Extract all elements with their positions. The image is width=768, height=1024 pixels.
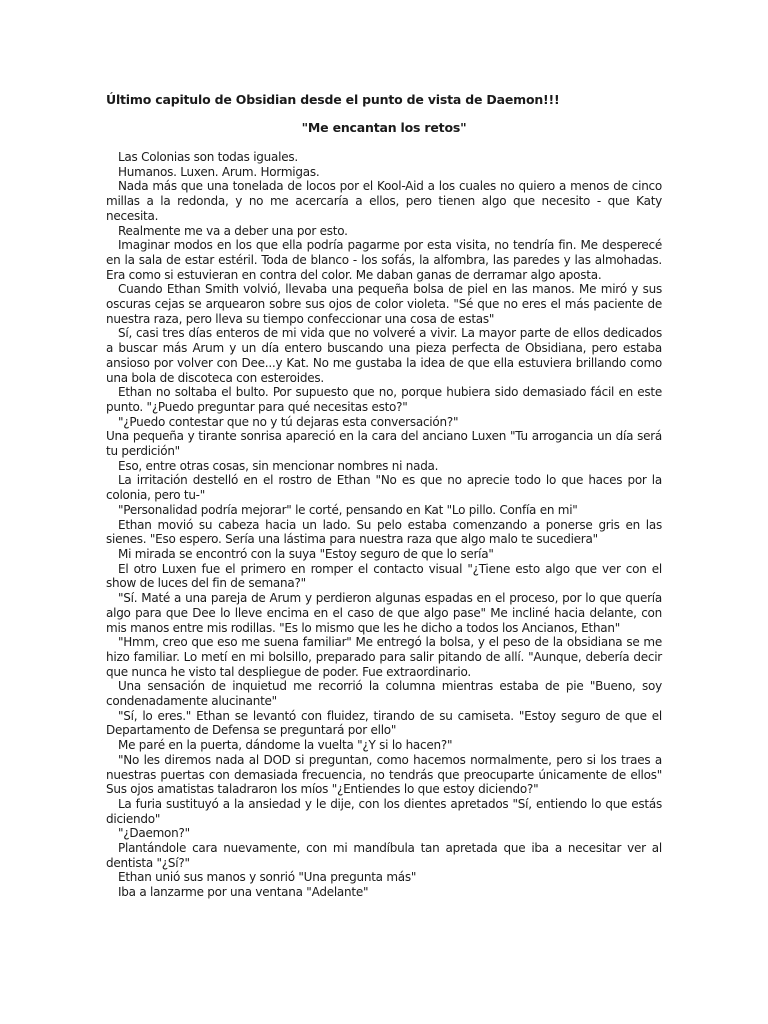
body-paragraph: "No les diremos nada al DOD si preguntan, como hacemos normalmente, pero si los traes a nuestras puertas con demasiada frecuencia, no tendrás que preocuparte únicamente de ellos" Sus ojos amatistas taladraron los míos "¿Entiendes lo que estoy diciendo?" [106, 752, 662, 797]
body-paragraph: Una pequeña y tirante sonrisa apareció en la cara del anciano Luxen "Tu arrogancia un día será tu perdición" [106, 429, 662, 459]
body-paragraph: La irritación destelló en el rostro de Ethan "No es que no aprecie todo lo que haces por la colonia, pero tu-" [106, 473, 662, 503]
body-paragraph: "¿Puedo contestar que no y tú dejaras esta conversación?" [118, 414, 459, 429]
body-paragraph: Las Colonias son todas iguales. [118, 150, 298, 164]
body-paragraph: Mi mirada se encontró con la suya "Estoy seguro de que lo sería" [118, 546, 494, 561]
body-paragraph: Ethan no soltaba el bulto. Por supuesto que no, porque hubiera sido demasiado fácil en este punto. "¿Puedo preguntar para qué necesitas esto?" [106, 385, 662, 414]
body-paragraph: Imaginar modos en los que ella podría pagarme por esta visita, no tendría fin. Me desperecé en la sala de estar estéril. Toda de blanco - los sofás, la alfombra, las paredes y las almohadas. Era como si estuvieran en contra del color. Me daban ganas de derramar algo aposta. [106, 238, 662, 282]
body-paragraph: Ethan movió su cabeza hacia un lado. Su pelo estaba comenzando a ponerse gris en las sienes. "Eso espero. Sería una lástima para nuestra raza que algo malo te sucediera" [106, 517, 662, 547]
body-paragraph: "Personalidad podría mejorar" le corté, pensando en Kat "Lo pillo. Confía en mi" [118, 502, 578, 517]
body-paragraph: Nada más que una tonelada de locos por el Kool-Aid a los cuales no quiero a menos de cinco millas a la redonda, y no me acercaría a ellos, pero tienen algo que necesito - que Katy necesita. [106, 179, 662, 223]
chapter-subtitle: "Me encantan los retos" [301, 120, 467, 135]
body-paragraph: "Sí. Maté a una pareja de Arum y perdieron algunas espadas en el proceso, por lo que quería algo para que Dee lo lleve encima en el caso de que algo pase" Me incliné hacia delante, con mis manos entre mis rodillas. "Es lo mismo que les he dicho a todos los Ancianos, Ethan" [106, 591, 662, 635]
body-paragraph: Sí, casi tres días enteros de mi vida que no volveré a vivir. La mayor parte de ellos dedicados a buscar más Arum y un día entero buscando una pieza perfecta de Obsidiana, pero estaba ansioso por volver con Dee...y Kat. No me gustaba la idea de que ella estuviera brillando como una bola de discoteca con esteroides. [106, 326, 662, 385]
body-paragraph: La furia sustituyó a la ansiedad y le dije, con los dientes apretados "Sí, entiendo lo que estás diciendo" [106, 796, 662, 826]
body-paragraph: "¿Daemon?" [118, 826, 190, 841]
body-paragraph: Plantándole cara nuevamente, con mi mandíbula tan apretada que iba a necesitar ver al dentista "¿Sí?" [106, 841, 662, 870]
document-page [106, 92, 662, 900]
body-paragraph: Me paré en la puerta, dándome la vuelta "¿Y si lo hacen?" [118, 738, 453, 753]
body-paragraph: Humanos. Luxen. Arum. Hormigas. [118, 164, 320, 179]
body-paragraph: Ethan unió sus manos y sonrió "Una pregunta más" [118, 870, 417, 885]
body-paragraph: "Hmm, creo que eso me suena familiar" Me entregó la bolsa, y el peso de la obsidiana se me hizo familiar. Lo metí en mi bolsillo, preparado para salir pitando de allí. "Aunque, debería decir que nunca he visto tal despliegue de poder. Fue extraordinario. [106, 635, 662, 679]
body-paragraph: "Sí, lo eres." Ethan se levantó con fluidez, tirando de su camiseta. "Estoy seguro de que el Departamento de Defensa se preguntará por ello" [106, 708, 662, 738]
body-paragraph: Realmente me va a deber una por esto. [118, 223, 348, 238]
body-paragraph: Cuando Ethan Smith volvió, llevaba una pequeña bolsa de piel en las manos. Me miró y sus oscuras cejas se arquearon sobre sus ojos de color violeta. "Sé que no eres el más paciente de nuestra raza, pero lleva su tiempo confeccionar una cosa de estas" [106, 282, 662, 326]
body-paragraph: El otro Luxen fue el primero en romper el contacto visual "¿Tiene esto algo que ver con el show de luces del fin de semana?" [106, 561, 662, 591]
document-body [106, 150, 662, 900]
body-paragraph: Una sensación de inquietud me recorrió la columna mientras estaba de pie "Bueno, soy condenadamente alucinante" [106, 679, 662, 709]
document-title: Último capitulo de Obsidian desde el punto de vista de Daemon!!! [106, 92, 560, 107]
body-paragraph: Iba a lanzarme por una ventana "Adelante" [118, 885, 369, 900]
body-paragraph: Eso, entre otras cosas, sin mencionar nombres ni nada. [118, 458, 439, 473]
